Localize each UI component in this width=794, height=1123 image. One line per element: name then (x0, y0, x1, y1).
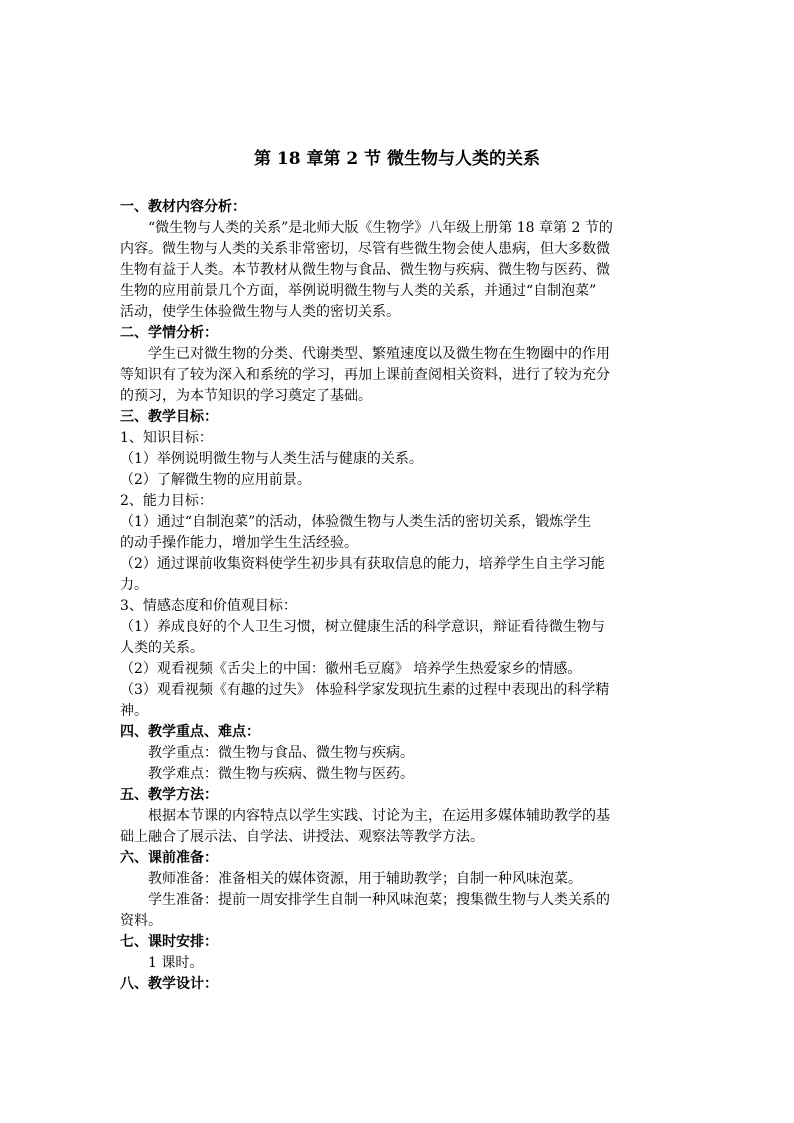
paragraph-line: 1、知识目标： (120, 430, 213, 446)
paragraph-line: 资料。 (120, 913, 162, 929)
paragraph-line: 根据本节课的内容特点以学生实践、讨论为主，在运用多媒体辅助教学的基 (148, 808, 610, 824)
paragraph-line: 的动手操作能力，增加学生生活经验。 (120, 535, 358, 551)
paragraph-line: 3、情感态度和价值观目标： (120, 598, 297, 614)
paragraph-line: 神。 (120, 703, 148, 719)
section-heading: 六、课前准备： (120, 850, 218, 866)
paragraph-line: （3）观看视频《有趣的过失》 体验科学家发现抗生素的过程中表现出的科学精 (120, 682, 610, 698)
paragraph-line: 学生已对微生物的分类、代谢类型、繁殖速度以及微生物在生物圈中的作用 (148, 346, 610, 362)
section-heading: 三、教学目标： (120, 409, 218, 425)
paragraph-line: 1 课时。 (148, 955, 204, 971)
paragraph-line: （2）通过课前收集资料使学生初步具有获取信息的能力，培养学生自主学习能 (120, 556, 605, 572)
paragraph-line: 教学重点：微生物与食品、微生物与疾病。 (148, 745, 414, 761)
paragraph-line: 内容。微生物与人类的关系非常密切，尽管有些微生物会使人患病，但大多数微 (120, 241, 610, 257)
paragraph-line: 2、能力目标： (120, 493, 213, 509)
paragraph-line: 学生准备：提前一周安排学生自制一种风味泡菜；搜集微生物与人类关系的 (148, 892, 610, 908)
section-heading: 八、教学设计： (120, 976, 218, 992)
paragraph-line: 础上融合了展示法、自学法、讲授法、观察法等教学方法。 (120, 829, 484, 845)
section-heading: 二、学情分析： (120, 325, 218, 341)
paragraph-line: （2）观看视频《舌尖上的中国：徽州毛豆腐》 培养学生热爱家乡的情感。 (120, 661, 582, 677)
paragraph-line: （2）了解微生物的应用前景。 (120, 472, 311, 488)
paragraph-line: 等知识有了较为深入和系统的学习，再加上课前查阅相关资料，进行了较为充分 (120, 367, 610, 383)
section-heading: 五、教学方法： (120, 787, 218, 803)
paragraph-line: 生物的应用前景几个方面，举例说明微生物与人类的关系，并通过“自制泡菜” (120, 283, 597, 299)
paragraph-line: （1）养成良好的个人卫生习惯，树立健康生活的科学意识，辩证看待微生物与 (120, 619, 605, 635)
paragraph-line: 力。 (120, 577, 148, 593)
paragraph-line: 生物有益于人类。本节教材从微生物与食品、微生物与疾病、微生物与医药、微 (120, 262, 610, 278)
paragraph-line: 教学难点：微生物与疾病、微生物与医药。 (148, 766, 414, 782)
paragraph-line: “微生物与人类的关系”是北师大版《生物学》八年级上册第 18 章第 2 节的 (148, 220, 613, 236)
paragraph-line: 的预习，为本节知识的学习奠定了基础。 (120, 388, 372, 404)
paragraph-line: （1）举例说明微生物与人类生活与健康的关系。 (120, 451, 423, 467)
document-body (120, 197, 676, 995)
paragraph-line: 人类的关系。 (120, 640, 204, 656)
section-heading: 一、教材内容分析： (120, 199, 246, 215)
section-heading: 七、课时安排： (120, 934, 218, 950)
paragraph-line: 教师准备：准备相关的媒体资源，用于辅助教学；自制一种风味泡菜。 (148, 871, 582, 887)
section-heading: 四、教学重点、难点： (120, 724, 260, 740)
paragraph-line: 活动，使学生体验微生物与人类的密切关系。 (120, 304, 400, 320)
paragraph-line: （1）通过“自制泡菜”的活动，体验微生物与人类生活的密切关系，锻炼学生 (120, 514, 592, 530)
page-title: 第 18 章第 2 节 微生物与人类的关系 (253, 149, 541, 169)
